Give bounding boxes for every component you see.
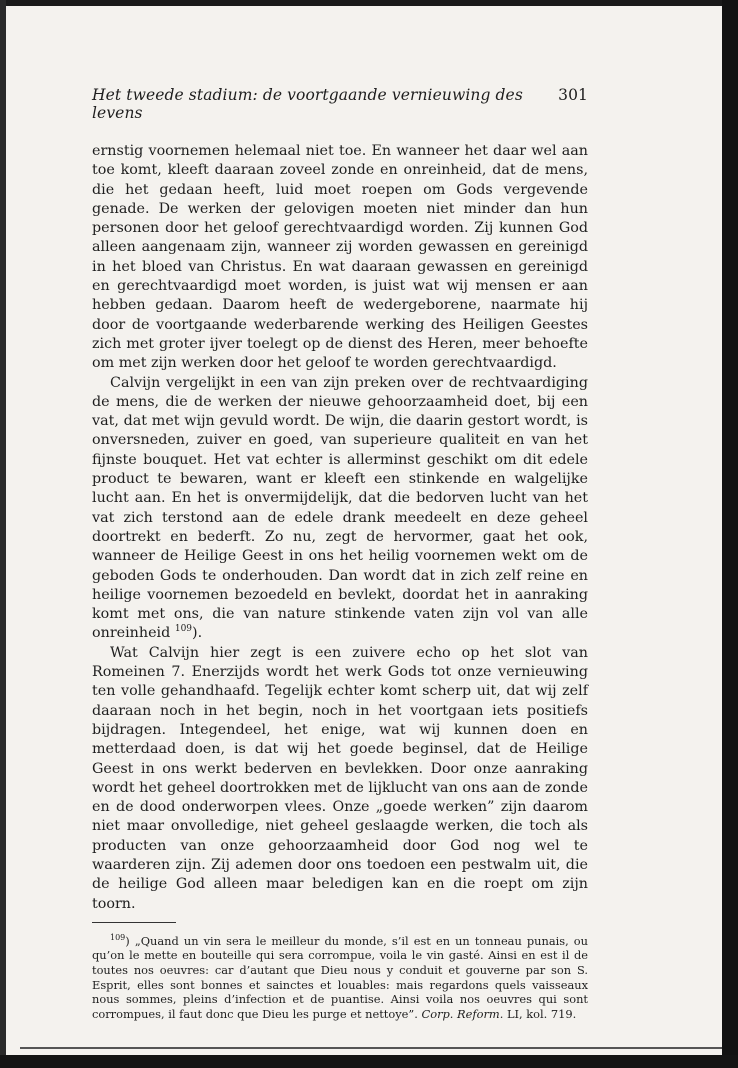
paragraph-3: Wat Calvijn hier zegt is een zuivere echo op het slot van Romeinen 7. Enerzijds wordt het werk Gods tot onze vernieuwing ten volle gehandhaafd. Tegelijk echter komt scherp uit, dat wij zelf daaraan noch in het begin, noch in het voortgaan iets positiefs bijdragen. Integendeel, het enige, wat wij kunnen doen en metterdaad doen, is dat wij het goede beginsel, dat de Heilige Geest in ons werkt bederven en bevlekken. Door onze aanraking wordt het geheel doortrokken met de lijklucht van ons aan de zonde en de dood onderworpen vlees. Onze „goede werken” zijn daarom niet maar onvolledige, niet geheel geslaagde werken, die toch als producten van onze gehoorzaamheid door God nog wel te waarderen zijn. Zij ademen door ons toedoen een pestwalm uit, die de heilige God alleen maar beledigen kan en die roept om zijn toorn. [92, 644, 588, 912]
running-head-title: Het tweede stadium: de voortgaande vernieuwing des levens [92, 86, 523, 122]
book-page [92, 86, 588, 1021]
paragraph-2-text: Calvijn vergelijkt in een van zijn preken over de rechtvaardiging de mens, die de werken der nieuwe gehoorzaamheid doet, bij een vat, dat met wijn gevuld wordt. De wijn, die daarin gestort wordt, is onversneden, zuiver en goed, van superieure qualiteit en van het fijnste bouquet. Het vat echter is allerminst geschikt om dit edele product te bewaren, want er kleeft een stinkende en walgelijke lucht aan. En het is onvermijdelijk, dat die bedorven lucht van het vat zich terstond aan de edele drank meedeelt en deze geheel doortrekt en bederft. Zo nu, zegt de hervormer, gaat het ook, wanneer de Heilige Geest in ons het heilig voornemen wekt om de geboden Gods te onderhouden. Dan wordt dat in zich zelf reine en heilige voornemen bezoedeld en bevlekt, doordat het in aanraking komt met ons, die van nature stinkende vaten zijn vol van alle onreinheid [92, 374, 588, 642]
footnote-reference: 109 [174, 624, 193, 635]
footnote-marker-close: ) [125, 933, 130, 948]
paragraph-1: ernstig voornemen helemaal niet toe. En wanneer het daar wel aan toe komt, kleeft daaraan zoveel zonde en onreinheid, dat de mens, die het gedaan heeft, luid moet roepen om Gods vergevende genade. De werken der gelovigen moeten niet minder dan hun personen door het geloof gerechtvaardigd worden. Zij kunnen God alleen aangenaam zijn, wanneer zij worden gewassen en gereinigd in het bloed van Christus. En wat daaraan gewassen en gereinigd en gerechtvaardigd moet worden, is juist wat wij mensen er aan hebben gedaan. Daarom heeft de wedergeborene, naarmate hij door de voortgaande wederbarende werking des Heiligen Geestes zich met groter ijver toelegt op de dienst des Heren, meer behoefte om met zijn werken door het geloof te worden gerechtvaardigd. [92, 143, 588, 372]
page-number: 301 [558, 86, 588, 104]
footnote-paragraph [92, 934, 588, 1022]
body-text [92, 142, 588, 914]
scan-bottom-rule [20, 1047, 722, 1049]
paragraph-2-tail: ). [192, 625, 203, 642]
scan-border-left [0, 0, 6, 1068]
footnote [92, 934, 588, 1022]
footnote-number: 109 [110, 933, 126, 943]
scan-border-top [0, 0, 738, 6]
running-head [92, 86, 588, 122]
footnote-separator [92, 922, 176, 923]
scan-border-right [722, 0, 738, 1068]
scan-border-bottom [0, 1055, 738, 1068]
footnote-citation-tail: LI, kol. 719. [506, 1006, 577, 1021]
footnote-citation: Corp. Reform. [421, 1006, 504, 1021]
paragraph-2 [92, 374, 588, 644]
footnote-text: „Quand un vin sera le meilleur du monde, s’il est en un tonneau punais, ou qu’on le mette en bouteille qui sera corrompue, voila le vin gasté. Ainsi en est il de toutes nos oeuvres: car d’autant que Dieu nous y conduit et gouverne par son S. Esprit, elles sont bonnes et sainctes et louables: mais regardons quels vaisseaux nous sommes, pleins d’infection et de puantise. Ainsi voila nos oeuvres qui sont corrompues, il faut donc que Dieu les purge et nettoye”. [92, 933, 588, 1021]
